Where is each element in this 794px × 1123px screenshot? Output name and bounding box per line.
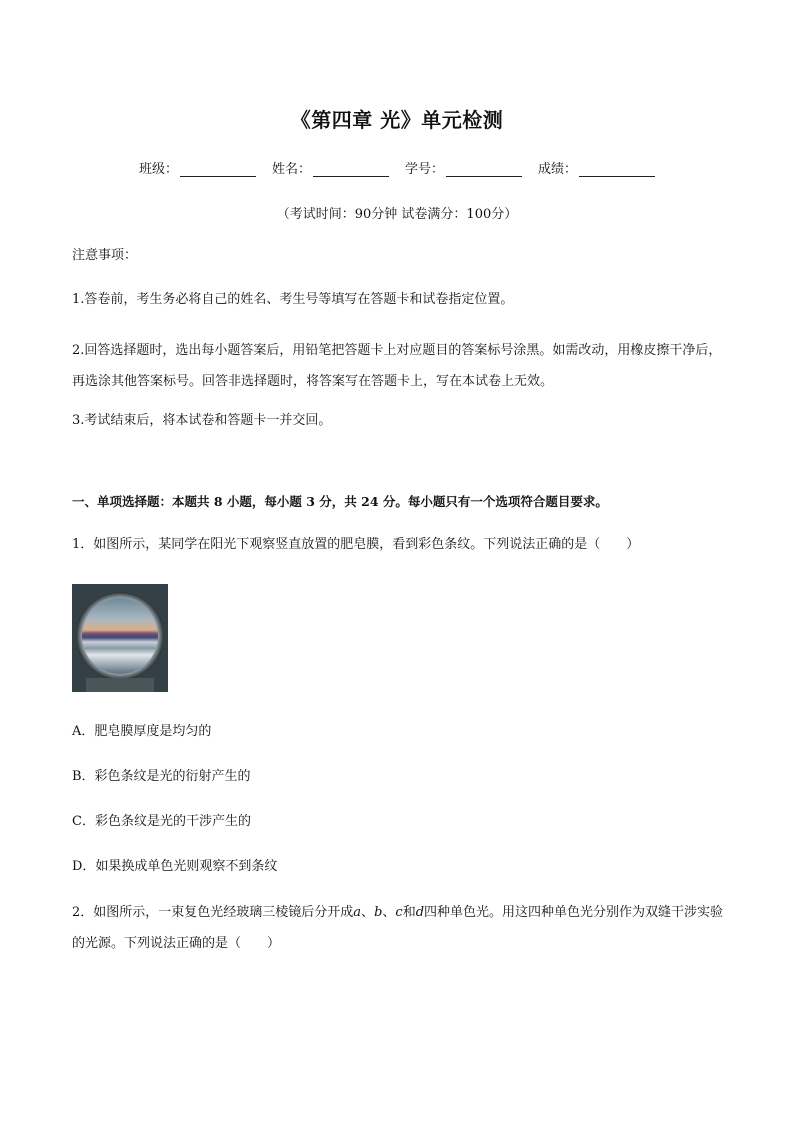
q2-sep-1: 、 <box>361 905 375 920</box>
note-item-1: 1.答卷前，考生务必将自己的姓名、考生号等填写在答题卡和试卷指定位置。 <box>72 292 514 307</box>
soap-film-photo <box>72 584 168 692</box>
class-field <box>139 158 256 177</box>
student-id-label: 学号： <box>405 162 445 177</box>
score-field <box>538 158 655 177</box>
name-field <box>272 158 389 177</box>
student-info-row <box>0 158 794 177</box>
score-blank[interactable] <box>579 162 655 177</box>
page-title: 《第四章 光》单元检测 <box>290 108 504 132</box>
student-id-field <box>405 158 522 177</box>
q2-var-c: c <box>395 905 403 920</box>
question-2-stem <box>72 897 728 959</box>
q2-var-d: d <box>415 905 425 920</box>
name-label: 姓名： <box>271 162 311 177</box>
q2-var-a: a <box>353 905 362 920</box>
question-1-option-b: B．彩色条纹是光的衍射产生的 <box>72 769 251 784</box>
section-heading: 一、单项选择题：本题共 8 小题，每小题 3 分，共 24 分。每小题只有一个选项符合题目要求。 <box>72 494 608 509</box>
question-1-option-c: C．彩色条纹是光的干涉产生的 <box>72 814 251 829</box>
exam-time-info: （考试时间：90分钟 试卷满分：100分） <box>276 207 518 222</box>
q2-and: 和 <box>402 905 416 920</box>
score-label: 成绩： <box>538 162 578 177</box>
student-id-blank[interactable] <box>446 162 522 177</box>
notes-heading: 注意事项： <box>72 248 138 263</box>
question-1-option-a: A．肥皂膜厚度是均匀的 <box>72 724 212 739</box>
q2-stem-part-2: 四种单色光。用这四种单色光分别作为双缝干涉实验的光源。下列说法正确的是（ ） <box>72 905 724 951</box>
class-blank[interactable] <box>180 162 256 177</box>
q2-var-b: b <box>374 905 383 920</box>
question-1-stem: 1．如图所示，某同学在阳光下观察竖直放置的肥皂膜，看到彩色条纹。下列说法正确的是（ ） <box>72 537 640 552</box>
q2-stem-part-1: 2．如图所示，一束复色光经玻璃三棱镜后分开成 <box>72 905 354 920</box>
question-1-option-d: D．如果换成单色光则观察不到条纹 <box>72 859 278 874</box>
note-item-3: 3.考试结束后，将本试卷和答题卡一并交回。 <box>72 413 332 428</box>
class-label: 班级： <box>138 162 178 177</box>
note-item-2: 2.回答选择题时，选出每小题答案后，用铅笔把答题卡上对应题目的答案标号涂黑。如需改动，用橡皮擦干净后，再选涂其他答案标号。回答非选择题时，将答案写在答题卡上，写在本试卷上无效。 <box>72 343 722 389</box>
q2-sep-2: 、 <box>382 905 396 920</box>
name-blank[interactable] <box>313 162 389 177</box>
